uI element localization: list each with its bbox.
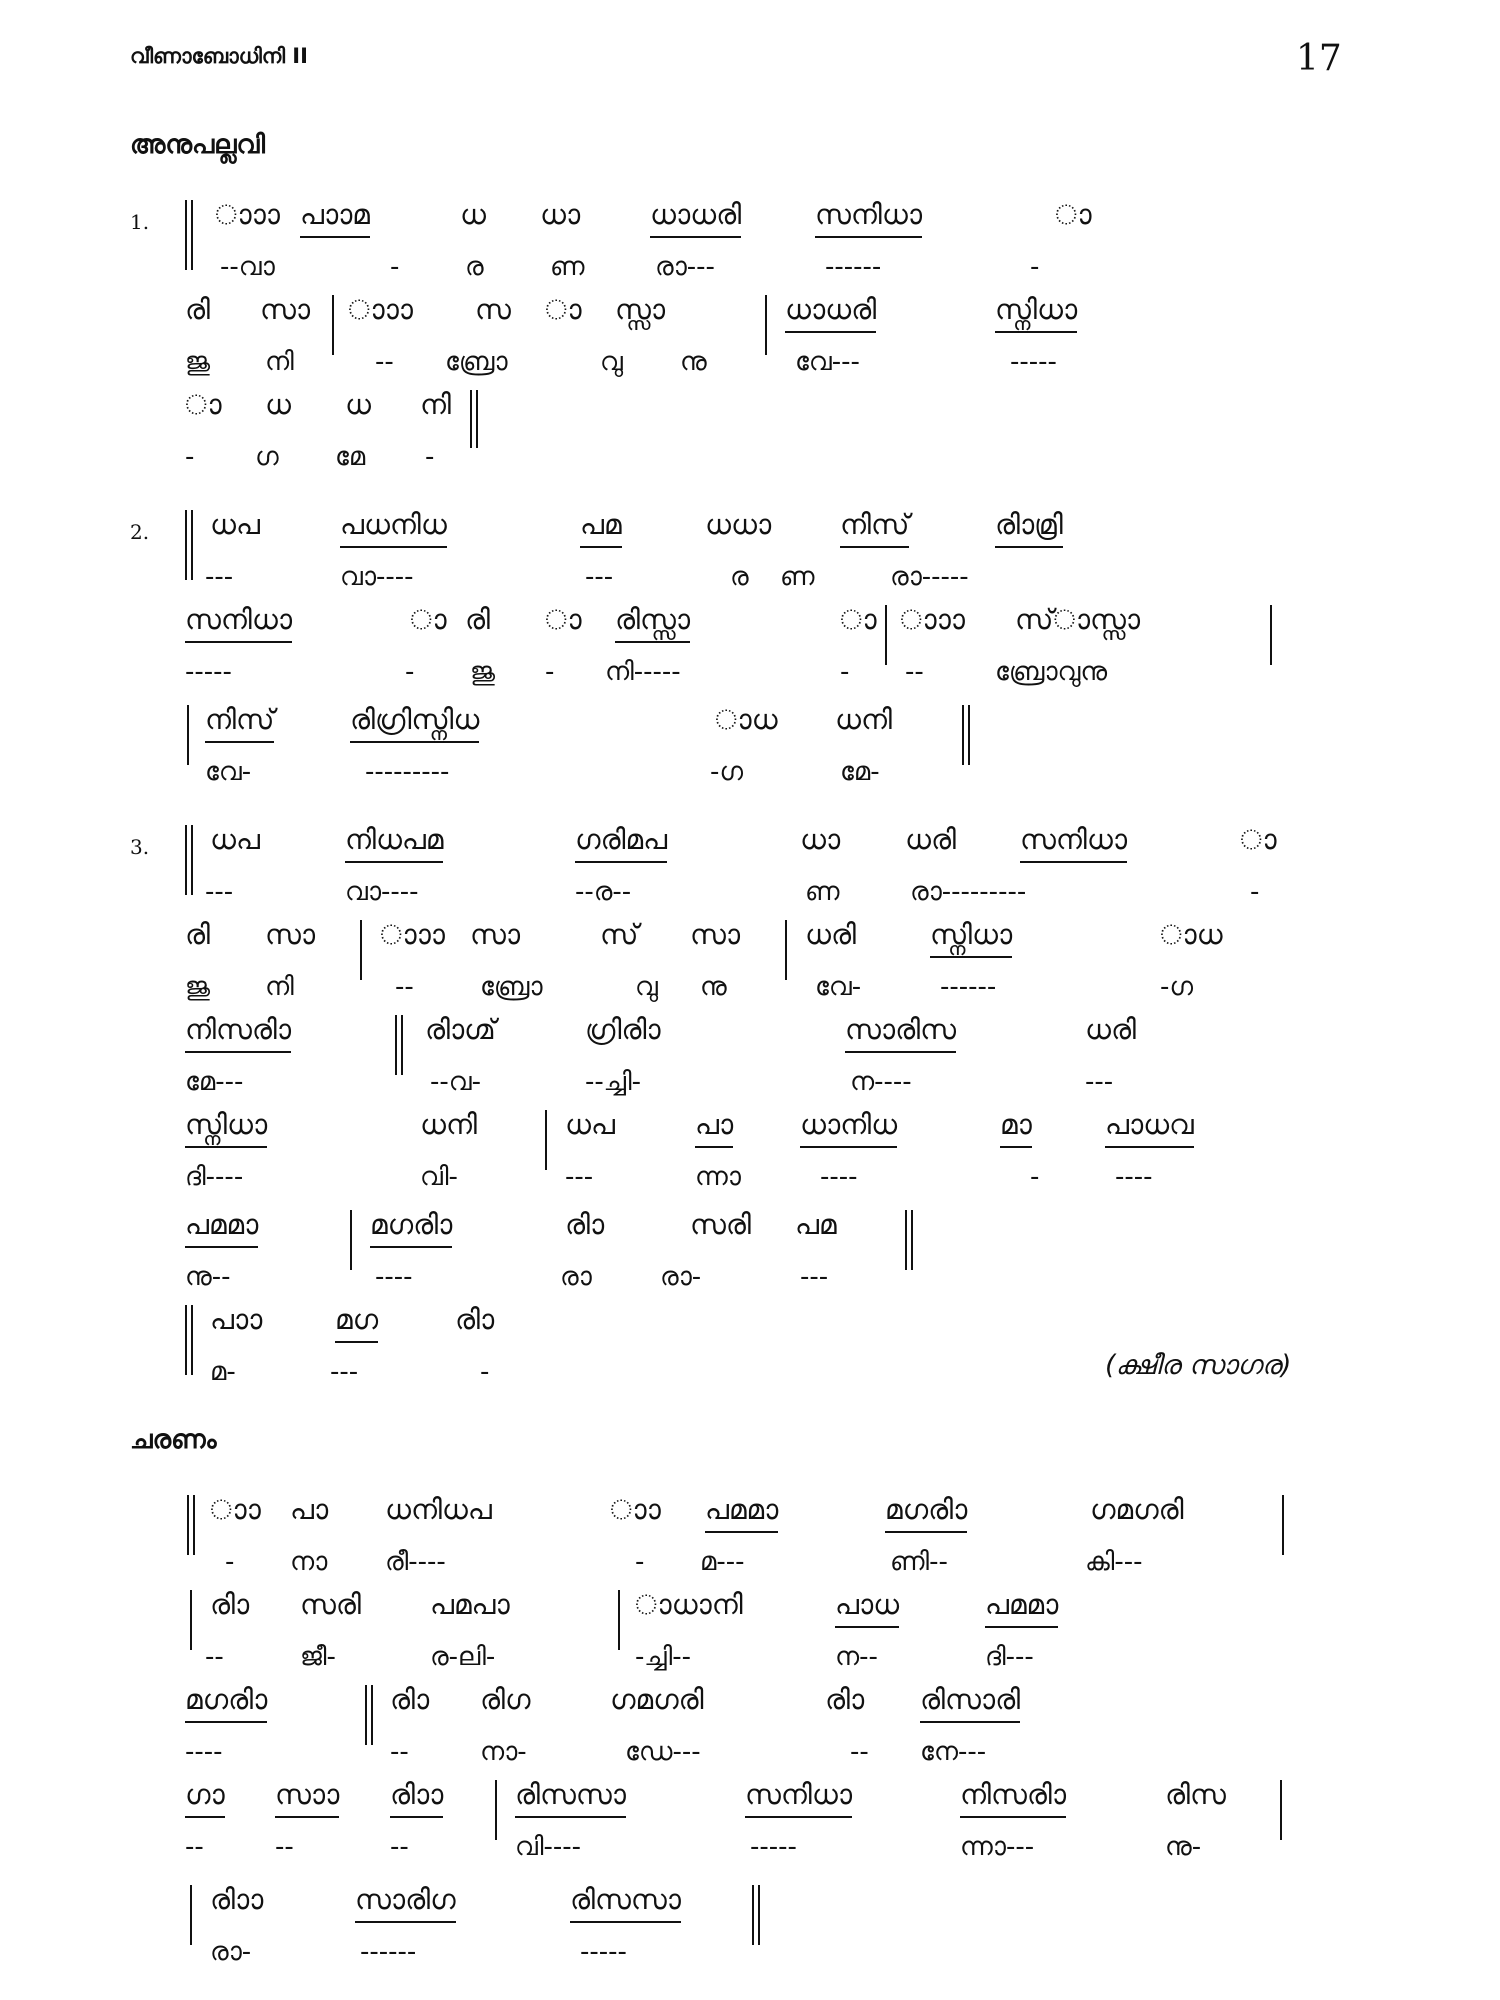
sahitya: നാ — [290, 1547, 328, 1577]
sahitya: --- — [1085, 1067, 1114, 1097]
swara: പാധ — [835, 1590, 899, 1628]
bar-line — [785, 920, 787, 980]
swara: ഗ്രിരിാ — [585, 1013, 661, 1046]
swara: സനിധാ — [185, 605, 292, 643]
bar-line — [191, 1305, 193, 1375]
swara: പമമാ — [985, 1590, 1058, 1628]
bar-line — [911, 1210, 913, 1270]
swara: ധനിധപ — [385, 1493, 492, 1526]
sahitya: ഗ — [255, 442, 279, 472]
sahitya: നു — [680, 347, 707, 377]
swara: ാധാനി — [635, 1588, 743, 1621]
swara: ധാ — [540, 198, 581, 231]
sahitya: - — [840, 657, 850, 687]
sahitya: രാ--------- — [910, 877, 1027, 907]
sahitya: ----- — [580, 1937, 627, 1967]
bar-line — [1282, 1495, 1284, 1555]
sahitya: ര-ലി- — [430, 1642, 496, 1672]
sahitya: ന-- — [835, 1642, 878, 1672]
raga-caption: (ക്ഷീര സാഗര) — [1105, 1350, 1292, 1381]
sahitya: രാ- — [210, 1937, 252, 1967]
bar-line — [187, 1495, 189, 1555]
sahitya: --- — [205, 877, 234, 907]
sahitya: - — [545, 657, 555, 687]
sahitya: വേ- — [815, 972, 862, 1002]
swara: സനിധാ — [1020, 825, 1127, 863]
sahitya: രീ---- — [385, 1547, 446, 1577]
sahitya: - — [1250, 877, 1260, 907]
sahitya: മേ--- — [185, 1067, 244, 1097]
sahitya: ന്നാ--- — [960, 1832, 1035, 1862]
sahitya: ---- — [185, 1737, 223, 1767]
swara: ാാാ — [348, 293, 413, 326]
bar-line — [185, 825, 187, 895]
swara: ധാധരി — [785, 295, 876, 333]
swara: സാ — [265, 918, 316, 951]
swara: ധാധരി — [650, 200, 741, 238]
sahitya: നി — [265, 347, 294, 377]
bar-line — [185, 1305, 187, 1375]
bar-line — [371, 1685, 373, 1745]
swara: ഗരിമപ — [575, 825, 667, 863]
swara: പമപാ — [430, 1588, 510, 1621]
swara: ധരി — [805, 918, 856, 951]
bar-line — [470, 390, 472, 448]
section-title-anupallavi: അനുപല്ലവി — [130, 130, 265, 160]
swara: പാ — [695, 1110, 733, 1148]
swara: നി — [420, 388, 451, 421]
sahitya: വേ- — [205, 757, 252, 787]
sahitya: -- — [390, 1832, 409, 1862]
swara: ധാനിധ — [800, 1110, 897, 1148]
sahitya: രാ--- — [655, 252, 715, 282]
swara: ധപ — [210, 823, 260, 856]
swara: രിസസാ — [515, 1780, 626, 1818]
bar-line — [1270, 605, 1272, 665]
bar-line — [545, 1110, 547, 1170]
swara: നിസ് — [205, 705, 274, 743]
sahitya: ----- — [750, 1832, 797, 1862]
sahitya: ജു — [185, 347, 211, 377]
swara: മഗരിാ — [370, 1210, 452, 1248]
sahitya: -- — [395, 972, 414, 1002]
swara: സ്നിധാ — [185, 1110, 267, 1148]
passage-number: 3. — [130, 835, 150, 859]
bar-line — [185, 200, 187, 270]
sahitya: വി---- — [515, 1832, 581, 1862]
sahitya: -ച്ചി-- — [635, 1642, 692, 1672]
sahitya: ബ്രോവുനു — [995, 657, 1108, 687]
swara: ധരി — [905, 823, 956, 856]
swara: രിാ — [390, 1683, 430, 1716]
sahitya: -- — [850, 1737, 869, 1767]
swara: രിഗ — [480, 1683, 531, 1716]
swara: രി — [185, 918, 211, 951]
swara: മാ — [1000, 1110, 1032, 1148]
bar-line — [191, 200, 193, 270]
sahitya: മേ- — [840, 757, 880, 787]
swara: രിാാ — [390, 1780, 443, 1818]
sahitya: ന---- — [850, 1067, 912, 1097]
sahitya: വാ---- — [345, 877, 419, 907]
swara: രിാഗ്മ് — [425, 1013, 496, 1046]
sahitya: - — [390, 252, 400, 282]
swara: പാധവ — [1105, 1110, 1194, 1148]
swara: സാാ — [275, 1780, 339, 1818]
bar-line — [618, 1590, 620, 1650]
page-number: 17 — [1296, 38, 1342, 79]
bar-line — [185, 510, 187, 580]
sahitya: നു-- — [185, 1262, 231, 1292]
sahitya: --വാ — [220, 252, 275, 282]
sahitya: ജു — [185, 972, 211, 1002]
sahitya: രാ----- — [890, 562, 969, 592]
sahitya: - — [1030, 1162, 1040, 1192]
swara: ധാ — [800, 823, 841, 856]
sahitya: ------ — [940, 972, 997, 1002]
swara: സ്നിധാ — [930, 920, 1012, 958]
sahitya: -- — [185, 1832, 204, 1862]
swara: പമ — [795, 1208, 837, 1241]
swara: രിസാരി — [920, 1685, 1020, 1723]
swara: രി — [465, 603, 491, 636]
swara: ാാാ — [900, 603, 965, 636]
swara: സ — [475, 293, 511, 326]
swara: ഗാ — [185, 1780, 225, 1818]
bar-line — [758, 1885, 760, 1945]
swara: പാാമ — [300, 200, 370, 238]
bar-line — [365, 1685, 367, 1745]
swara: ധപ — [565, 1108, 615, 1141]
swara: മഗ — [335, 1305, 378, 1343]
sahitya: --- — [330, 1357, 359, 1387]
bar-line — [752, 1885, 754, 1945]
sahitya: ----- — [185, 657, 232, 687]
bar-line — [968, 705, 970, 765]
sahitya: വു — [635, 972, 658, 1002]
passage-number: 1. — [130, 210, 150, 234]
sahitya: നേ--- — [920, 1737, 987, 1767]
sahitya: വു — [600, 347, 623, 377]
swara: നിസരിാ — [960, 1780, 1066, 1818]
sahitya: --ര-- — [575, 877, 632, 907]
sahitya: ണ — [780, 562, 815, 592]
sahitya: ബ്രോ — [480, 972, 543, 1002]
section-title-charanam: ചരണം — [130, 1425, 217, 1455]
sahitya: -ഗ — [710, 757, 744, 787]
swara: രി — [185, 293, 211, 326]
sahitya: രാ- — [660, 1262, 702, 1292]
swara: പമമാ — [705, 1495, 778, 1533]
bar-line — [495, 1780, 497, 1840]
swara: രിാ — [210, 1588, 250, 1621]
sahitya: -- — [275, 1832, 294, 1862]
swara: ാ — [1240, 823, 1277, 856]
bar-line — [401, 1015, 403, 1075]
swara: ാാ — [210, 1493, 261, 1526]
swara: സനിധാ — [815, 200, 922, 238]
swara: ഗമഗരി — [610, 1683, 704, 1716]
swara: രിസസാ — [570, 1885, 681, 1923]
swara: രിാ — [455, 1303, 495, 1336]
sahitya: ദി---- — [185, 1162, 244, 1192]
sahitya: ര — [465, 252, 484, 282]
swara: ധധാ — [705, 508, 772, 541]
swara: സാരിഗ — [355, 1885, 456, 1923]
sahitya: - — [635, 1547, 645, 1577]
swara: രിാ — [825, 1683, 865, 1716]
bar-line — [191, 825, 193, 895]
swara: രിാാ — [210, 1883, 264, 1916]
sahitya: ---- — [820, 1162, 858, 1192]
sahitya: വേ--- — [795, 347, 860, 377]
bar-line — [476, 390, 478, 448]
sahitya: രാ — [560, 1262, 592, 1292]
sahitya: -ഗ — [1160, 972, 1194, 1002]
swara: ാ — [410, 603, 447, 636]
swara: സ്ാസ്സാ — [1015, 603, 1141, 636]
sahitya: ദി--- — [985, 1642, 1034, 1672]
sahitya: നി — [265, 972, 294, 1002]
bar-line — [190, 1885, 192, 1945]
sahitya: ---- — [1115, 1162, 1153, 1192]
sahitya: വി- — [420, 1162, 458, 1192]
swara: രിാ — [565, 1208, 605, 1241]
swara: ധ — [265, 388, 291, 421]
swara: സാ — [470, 918, 521, 951]
sahitya: നു — [700, 972, 727, 1002]
sahitya: --- — [800, 1262, 829, 1292]
bar-line — [332, 295, 334, 355]
bar-line — [1280, 1780, 1282, 1840]
sahitya: ബ്രോ — [445, 347, 508, 377]
sahitya: --------- — [365, 757, 450, 787]
swara: ധനി — [835, 703, 892, 736]
swara: സ്നിധാ — [995, 295, 1077, 333]
swara: ാാാ — [215, 198, 280, 231]
bar-line — [190, 1590, 192, 1650]
swara: നിധപമ — [345, 825, 443, 863]
sahitya: മ--- — [700, 1547, 745, 1577]
swara: ധപ — [210, 508, 260, 541]
swara: സാ — [690, 918, 741, 951]
swara: ധനി — [420, 1108, 477, 1141]
bar-line — [187, 705, 189, 765]
swara: നിസരിാ — [185, 1015, 291, 1053]
sahitya: --വ- — [430, 1067, 481, 1097]
sahitya: മേ — [335, 442, 366, 472]
sahitya: മ- — [210, 1357, 236, 1387]
swara: സനിധാ — [745, 1780, 852, 1818]
sahitya: ണ — [805, 877, 840, 907]
swara: ാാ — [610, 1493, 661, 1526]
swara: ാ — [1055, 198, 1092, 231]
sahitya: --ച്ചി- — [585, 1067, 642, 1097]
passage-number: 2. — [130, 520, 150, 544]
sahitya: - — [225, 1547, 235, 1577]
bar-line — [191, 510, 193, 580]
sahitya: ണി-- — [890, 1547, 948, 1577]
sahitya: നു- — [1165, 1832, 1202, 1862]
bar-line — [395, 1015, 397, 1075]
sahitya: ----- — [1010, 347, 1057, 377]
swara: ാ — [545, 603, 582, 636]
swara: രിഗ്രിസ്നിധ — [350, 705, 479, 743]
swara: സരി — [690, 1208, 751, 1241]
bar-line — [905, 1210, 907, 1270]
running-header: വീണാബോധിനി II — [130, 44, 308, 68]
swara: പാാ — [210, 1303, 263, 1336]
swara: ധ — [460, 198, 486, 231]
sahitya: -- — [375, 347, 394, 377]
bar-line — [765, 295, 767, 355]
swara: സ്സാ — [615, 293, 666, 326]
swara: പമമാ — [185, 1210, 258, 1248]
sahitya: - — [425, 442, 435, 472]
swara: ധരി — [1085, 1013, 1136, 1046]
swara: രിാമ്രി — [995, 510, 1063, 548]
sahitya: നാ- — [480, 1737, 527, 1767]
bar-line — [193, 1495, 195, 1555]
swara: മഗരിാ — [185, 1685, 267, 1723]
sahitya: ---- — [375, 1262, 413, 1292]
sahitya: -- — [205, 1642, 224, 1672]
swara: പധനിധ — [340, 510, 447, 548]
sahitya: ര — [730, 562, 749, 592]
sahitya: --- — [585, 562, 614, 592]
sahitya: - — [185, 442, 195, 472]
swara: ാ — [545, 293, 582, 326]
bar-line — [360, 920, 362, 980]
swara: ാ — [840, 603, 877, 636]
sahitya: ണ — [550, 252, 585, 282]
swara: ാ — [185, 388, 222, 421]
sahitya: -- — [390, 1737, 409, 1767]
sahitya: ------ — [825, 252, 882, 282]
sahitya: -- — [905, 657, 924, 687]
swara: രിസ — [1165, 1778, 1226, 1811]
swara: പമ — [580, 510, 622, 548]
swara: സാരിസ — [845, 1015, 956, 1053]
swara: സാ — [260, 293, 311, 326]
swara: സരി — [300, 1588, 361, 1621]
sahitya: - — [480, 1357, 490, 1387]
swara: സ് — [600, 918, 639, 951]
swara: മഗരിാ — [885, 1495, 967, 1533]
swara: ാധ — [1160, 918, 1223, 951]
swara: നിസ് — [840, 510, 909, 548]
sahitya: - — [405, 657, 415, 687]
swara: രിസ്സാ — [615, 605, 690, 643]
bar-line — [885, 605, 887, 665]
swara: ധ — [345, 388, 371, 421]
sahitya: - — [1030, 252, 1040, 282]
sahitya: നി----- — [605, 657, 681, 687]
sahitya: --- — [565, 1162, 594, 1192]
sahitya: ഡേ--- — [625, 1737, 701, 1767]
sahitya: ജു — [470, 657, 496, 687]
bar-line — [350, 1210, 352, 1270]
sahitya: വാ---- — [340, 562, 414, 592]
sahitya: --- — [205, 562, 234, 592]
sahitya: കി--- — [1085, 1547, 1143, 1577]
swara: ഗമഗരി — [1090, 1493, 1184, 1526]
sahitya: ------ — [360, 1937, 417, 1967]
sahitya: ന്നാ — [695, 1162, 741, 1192]
bar-line — [962, 705, 964, 765]
swara: ാധ — [715, 703, 778, 736]
swara: ാാാ — [380, 918, 445, 951]
sahitya: ജീ- — [300, 1642, 336, 1672]
swara: പാ — [290, 1493, 329, 1526]
